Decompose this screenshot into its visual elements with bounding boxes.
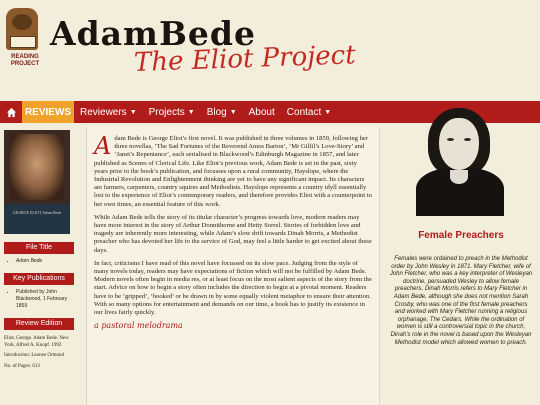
key-publications-heading: Key Publications [4,273,74,285]
nav-contact-label: Contact [286,106,322,118]
review-edition-details [4,330,76,370]
logo-line-2: PROJECT [10,61,40,67]
left-sidebar [4,130,76,374]
nav-contact[interactable] [281,101,337,123]
file-title-list [4,254,76,265]
nav-home[interactable] [0,101,22,123]
chevron-down-icon: ▼ [187,108,195,116]
drop-cap: A [94,132,112,160]
section-subheading: a pastoral melodrama [94,321,183,331]
edition-introduction: Introduction: Leonee Ormond [4,353,64,358]
cover-band: GEORGE ELIOT Adam Bede [4,204,70,234]
paragraph-3: In fact, criticisms I have read of this novel have focussed on its slow pace. Judging from the style of many novels today, readers may have expectations of fiction which will not be fulfilled by Adam Bede. Modern novels often begin in media res, or at least focus on the most salient aspects of the story from the start. Advice on how to begin a story often includes the direction to begin at a pivotal moment. Readers have to be ‘gripped’, ‘hooked’ or be drawn in by some equally violent metaphor to ensure their attention. With so many options for entertainment and demands on our time, a book has to justify its existence in our lives fairly quickly. [94,259,372,317]
nav-projects[interactable] [143,101,201,123]
female-preachers-text: Females were ordained to preach in the Methodist order by John Wesley in 1871. Mary Fletcher, wife of John Fletcher, who was a key interpreter of Wesleyan doctrine, persuaded Wesley to allow female preachers. Dinah Morris refers to Mary Fletcher in Adam Bede, although she does not mention Sarah Crosby, who was one of the first female preachers and worked with Mary Fletcher running a religious orphanage, The Cedars. While the ordination of women is still a controversial topic in the church, Dinah’s role in the novel is based upon the Wesleyan Methodist model which allowed women to preach. [389,256,533,346]
key-publications-list [4,285,76,310]
book-cover-image [4,130,70,234]
review-edition-heading: Review Edition [4,318,74,330]
nav-blog[interactable] [201,101,243,123]
list-item: • Published by John Blackwood, 1 February 1859 [16,289,76,310]
nav-reviewers-label: Reviewers [80,106,127,118]
nav-about-label: About [248,106,275,118]
portrait-eye [464,138,471,141]
reading-project-logo[interactable] [4,4,40,67]
chevron-down-icon: ▼ [324,108,332,116]
logo-line-1: READING [11,54,39,60]
female-preachers-title: Female Preachers [418,230,504,241]
nav-projects-label: Projects [148,106,185,118]
site-title[interactable]: AdamBede [50,14,256,53]
nav-reviewers[interactable] [74,101,143,123]
paragraph-1 [94,132,372,209]
nav-blog-label: Blog [206,106,227,118]
logo-text [4,54,46,68]
home-icon [6,107,17,118]
paragraph-2: While Adam Bede tells the story of its titular character’s progress towards love, modern readers may have more interest in the story of Arthur Donnithorne and Hetty Sorrel. Stories of forbidden love and tragedy are inherently more interesting, while Adam’s slow drift towards Dinah Morris, a Methodist preacher who has devoted her life to the service of God, may feel a little harder to get excited about these days. [94,213,372,254]
site-subtitle: The Eliot Project [133,40,357,78]
portrait-eye [447,138,454,141]
mary-fletcher-portrait [402,106,516,216]
review-article [86,127,380,405]
edition-pages: No. of Pages: 613 [4,363,40,369]
nav-reviews-tab[interactable]: REVIEWS [22,101,74,123]
paragraph-1-text: dam Bede is George Eliot’s first novel. It was published in three volumes in 1859, following her three novellas, ‘The Sad Fortunes of the Reverend Amos Barton’, ‘Mr Gilfil’s Love-Story’ and ‘Janet’s Repentance’, each serialised in Blackwood’s Edinburgh Magazine in 1857, and later published as Scenes of Clerical Life. Like Eliot’s previous work, Adam Bede is set in the past, sixty years prior to the book’s publication, and focusses upon a rural community, Hayslope, where the Industrial Revolution and Enlightenment thinking are yet to have any significant impact. Its characters are farmers, carpenters, country squires and Methodists. Hayslope represents a country idyll essentially lost to the experience of Eliot’s contemporary readers, and therefore provides Eliot with a counterpoint to her own times, an essential feature of this work. [94,135,372,208]
portrait-face [439,118,479,170]
edition-citation: Eliot, George. Adam Bede. New York, Alfred A. Knopf. 1992 [4,336,69,348]
nav-about[interactable] [243,101,281,123]
site-header [0,0,540,100]
file-title-heading: File Title [4,242,74,254]
portrait-collar [450,170,468,184]
list-item: • Adam Bede [16,258,76,265]
chevron-down-icon: ▼ [229,108,237,116]
book-owl-icon [6,8,38,50]
cover-portrait [10,134,64,200]
chevron-down-icon: ▼ [129,108,137,116]
